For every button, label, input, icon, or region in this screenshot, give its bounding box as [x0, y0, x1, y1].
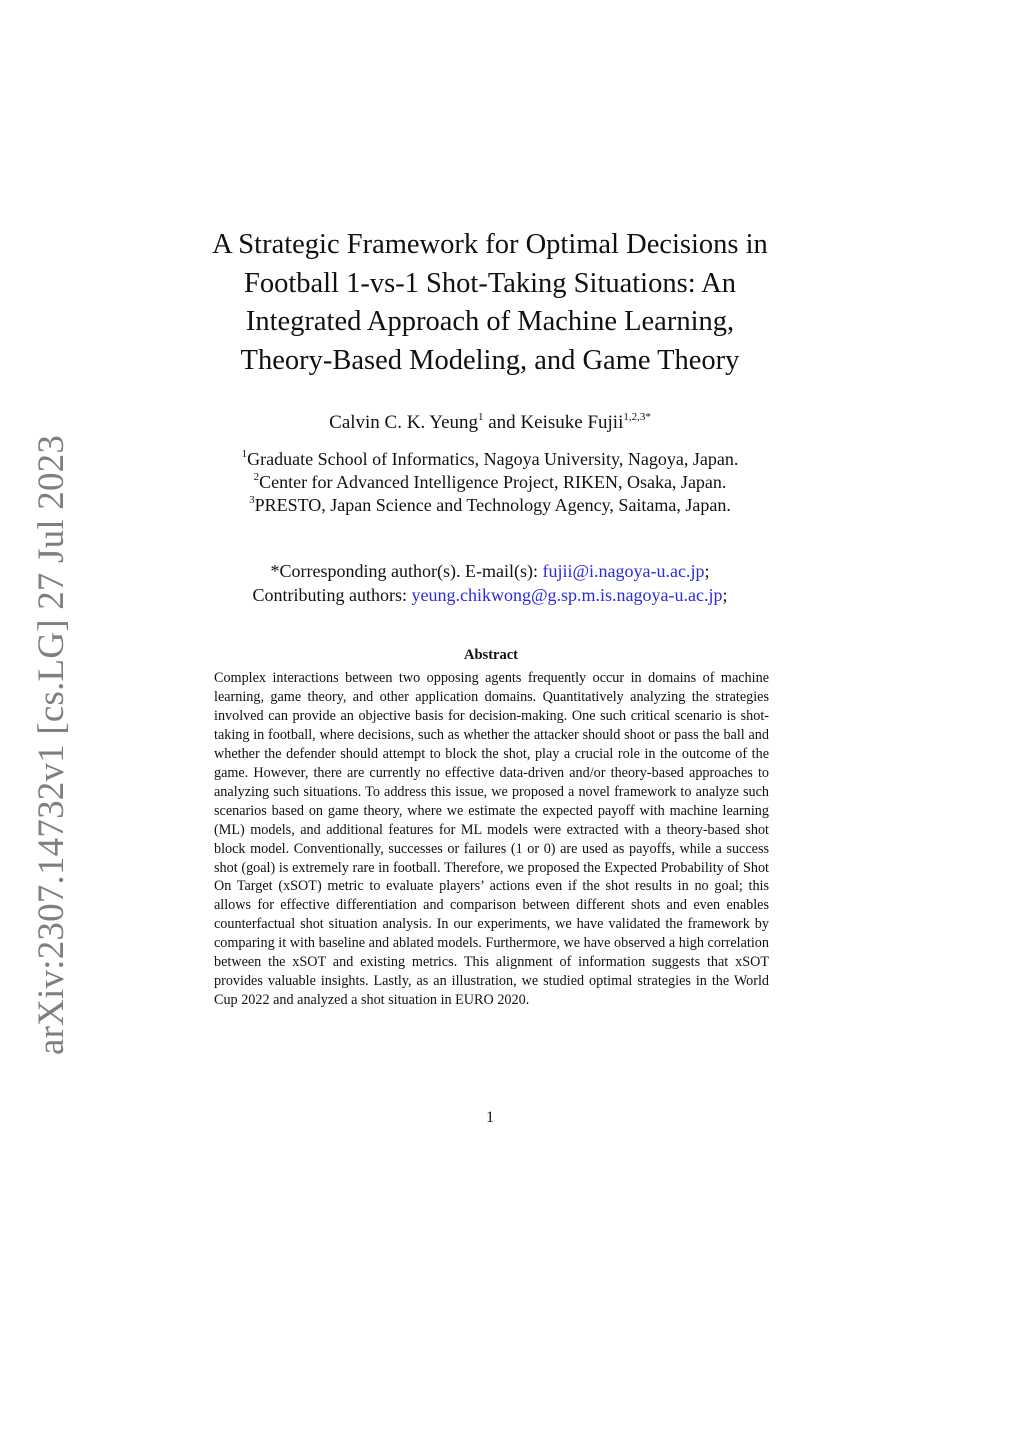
title-line: A Strategic Framework for Optimal Decisions in — [212, 229, 768, 260]
contributing-authors-line — [170, 583, 810, 607]
affiliation-mark: 2 — [253, 471, 260, 483]
title-line: Theory-Based Modeling, and Game Theory — [240, 344, 740, 376]
author-conjunction: and — [483, 412, 521, 433]
arxiv-identifier-stamp: arXiv:2307.14732v1 [cs.LG] 27 Jul 2023 — [31, 434, 72, 1055]
author-affiliation-mark: 1 — [478, 410, 484, 423]
title-line: Football 1-vs-1 Shot-Taking Situations: An — [243, 267, 736, 299]
punctuation: ; — [704, 561, 710, 581]
affiliation-text: Center for Advanced Intelligence Project, RIKEN, Osaka, Japan. — [259, 472, 727, 492]
corresponding-email-link[interactable]: fujii@i.nagoya-u.ac.jp — [542, 561, 705, 581]
corresponding-author-line — [170, 559, 810, 583]
affiliation-mark: 3 — [249, 494, 255, 506]
author-affiliation-mark: 1,2,3* — [623, 410, 651, 423]
correspondence-block — [170, 559, 810, 607]
punctuation: ; — [722, 585, 728, 605]
title-line: Integrated Approach of Machine Learning, — [245, 306, 735, 338]
paper-title — [170, 226, 810, 380]
affiliation-text: Graduate School of Informatics, Nagoya University, Nagoya, Japan. — [247, 449, 739, 469]
abstract-body: Complex interactions between two opposing agents frequently occur in domains of machine learning, game theory, and other application domains. Quantitatively analyzing the strategies involved can provide an objective basis for decision-making. One such critical scenario is shot-taking in football, where decisions, such as whether the attacker should shoot or pass the ball and whether the defender should attempt to block the shot, play a crucial role in the outcome of the game. However, there are currently no effective data-driven and/or theory-based approaches to analyzing such situations. To address this issue, we proposed a novel framework to analyze such scenarios based on game theory, where we estimate the expected payoff with machine learning (ML) models, and additional features for ML models were extracted with a theory-based shot block model. Conventionally, successes or failures (1 or 0) are used as payoffs, while a success shot (goal) is extremely rare in football. Therefore, we proposed the Expected Probability of Shot On Target (xSOT) metric to evaluate players’ actions even if the shot results in no goal; this allows for effective differentiation and comparison between different shots and even enables counterfactual shot situation analysis. In our experiments, we have validated the framework by comparing it with baseline and ablated models. Furthermore, we have observed a high correlation between the xSOT and existing metrics. This alignment of information suggests that xSOT provides valuable insights. Lastly, as an illustration, we studied optimal strategies in the World Cup 2022 and analyzed a shot situation in EURO 2020. — [214, 670, 769, 1009]
corresponding-label: *Corresponding author(s). E-mail(s): — [270, 561, 543, 581]
page-number: 1 — [486, 1109, 494, 1126]
contributing-label: Contributing authors: — [252, 585, 412, 605]
affiliation-item — [170, 448, 810, 471]
affiliation-text: PRESTO, Japan Science and Technology Agency, Saitama, Japan. — [254, 495, 731, 515]
affiliation-mark: 1 — [241, 448, 248, 460]
author-name: Calvin C. K. Yeung — [329, 412, 478, 433]
author-list — [170, 410, 810, 436]
contributing-email-link[interactable]: yeung.chikwong@g.sp.m.is.nagoya-u.ac.jp — [411, 585, 723, 605]
affiliation-item — [170, 471, 810, 494]
author-name: Keisuke Fujii — [520, 412, 624, 433]
abstract-heading: Abstract — [464, 647, 518, 663]
affiliation-list — [170, 448, 810, 517]
affiliation-item — [170, 494, 810, 517]
